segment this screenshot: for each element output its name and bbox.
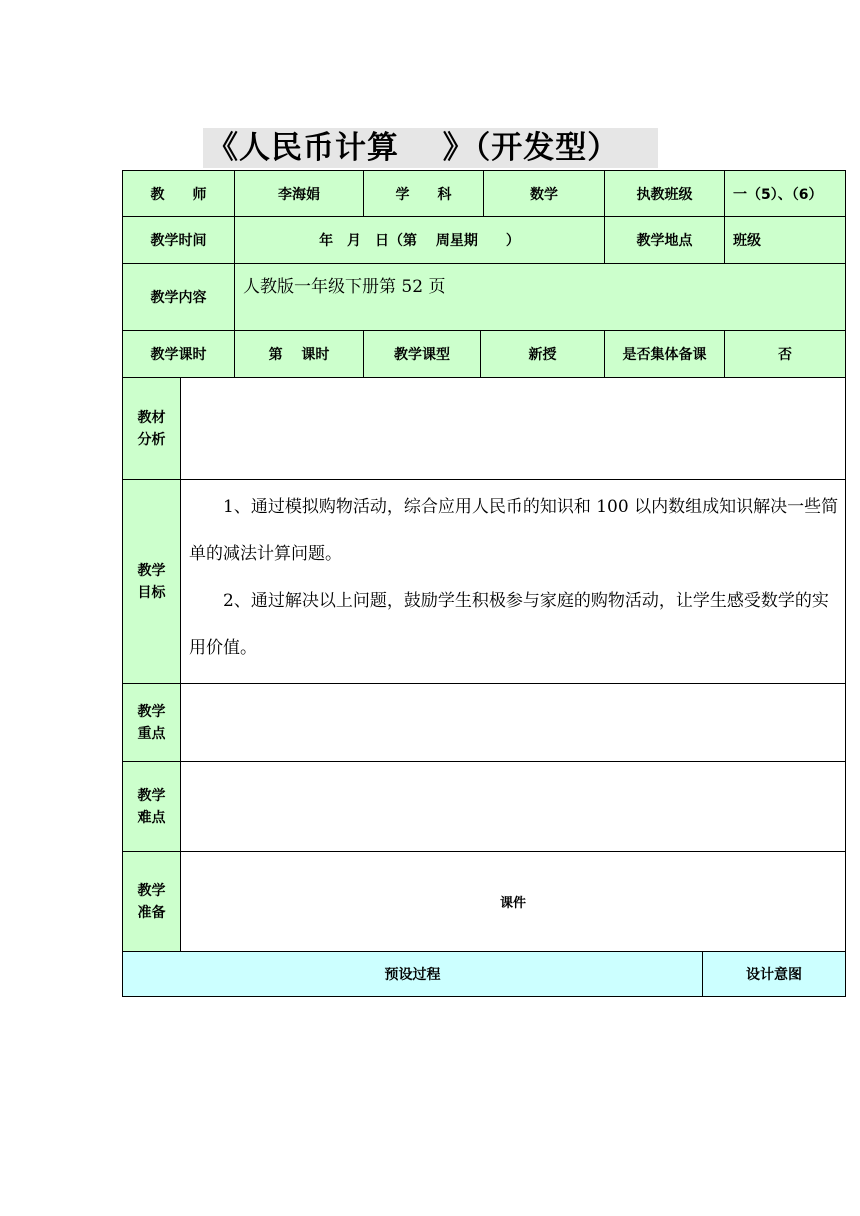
collective-label: 是否集体备课 [604, 330, 725, 378]
teacher-label: 教 师 [122, 170, 235, 217]
subject-value: 数学 [483, 170, 605, 217]
difficulty-label-line1: 教学 [137, 787, 166, 804]
analysis-label-line1: 教材 [137, 409, 166, 426]
prep-label-line1: 教学 [137, 882, 166, 899]
key-label-line1: 教学 [137, 703, 166, 720]
subject-label: 学 科 [363, 170, 484, 217]
period-label: 教学课时 [122, 330, 235, 378]
class-value: 一（5）、（6） [724, 170, 846, 217]
key-points-content [180, 683, 846, 762]
time-value: 年 月 日（第 周星期 ） [234, 216, 605, 264]
prep-label-line2: 准备 [137, 904, 166, 921]
type-value: 新授 [480, 330, 605, 378]
prep-label [122, 851, 181, 952]
goals-label-line2: 目标 [137, 584, 166, 601]
collective-value: 否 [724, 330, 846, 378]
location-value: 班级 [724, 216, 846, 264]
difficulty-content [180, 761, 846, 852]
goals-label [122, 479, 181, 684]
intent-header: 设计意图 [702, 951, 846, 997]
goals-label-line1: 教学 [137, 562, 166, 579]
difficulty-label [122, 761, 181, 852]
key-label-line2: 重点 [137, 725, 166, 742]
class-label: 执教班级 [604, 170, 725, 217]
goals-content: 1、通过模拟购物活动，综合应用人民币的知识和 100 以内数组成知识解决一些简单的减法计算问题。 2、通过解决以上问题，鼓励学生积极参与家庭的购物活动，让学生感受数学的实用价值。 [180, 479, 846, 684]
process-header: 预设过程 [122, 951, 703, 997]
teacher-value: 李海娟 [234, 170, 364, 217]
period-value: 第 课时 [234, 330, 364, 378]
content-label: 教学内容 [122, 263, 235, 331]
analysis-label [122, 377, 181, 480]
difficulty-label-line2: 难点 [137, 809, 166, 826]
document-title: 《人民币计算 》（开发型） [203, 128, 658, 168]
time-label: 教学时间 [122, 216, 235, 264]
analysis-content [180, 377, 846, 480]
type-label: 教学课型 [363, 330, 481, 378]
content-value: 人教版一年级下册第 52 页 [234, 263, 846, 331]
location-label: 教学地点 [604, 216, 725, 264]
key-points-label [122, 683, 181, 762]
prep-content: 课件 [180, 851, 846, 952]
analysis-label-line2: 分析 [137, 431, 166, 448]
